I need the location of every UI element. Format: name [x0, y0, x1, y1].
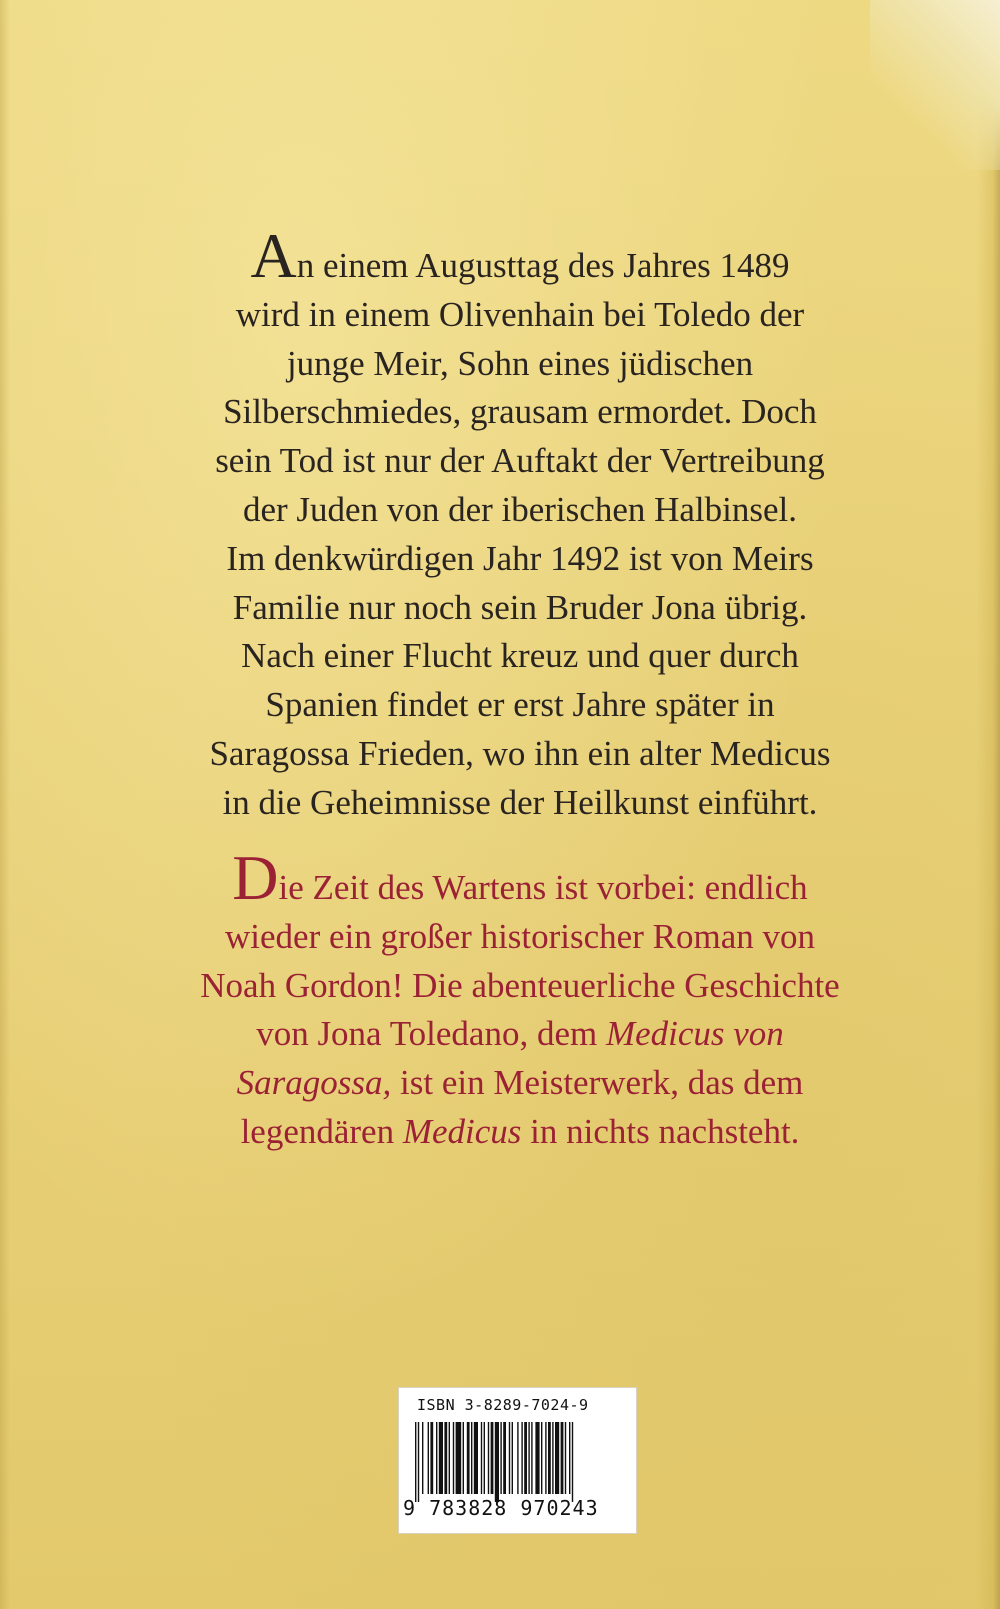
- barcode-bar: [541, 1422, 542, 1494]
- barcode-bar: [471, 1422, 472, 1494]
- blurb-line: der Juden von der iberischen Halbinsel.: [242, 489, 797, 529]
- book-title-italic: Saragossa,: [236, 1063, 392, 1103]
- teaser-line: Noah Gordon! Die abenteuerliche Geschichte: [200, 965, 840, 1005]
- teaser-line: Die Zeit des Wartens ist vorbei: endlich: [232, 842, 808, 913]
- barcode-bar: [565, 1422, 566, 1494]
- barcode-bar: [535, 1422, 539, 1494]
- teaser-line: legendären Medicus in nichts nachsteht.: [240, 1111, 800, 1151]
- barcode-bar: [500, 1422, 501, 1494]
- barcode-bar: [545, 1422, 546, 1494]
- blurb-line: Spanien findet er erst Jahre später in: [265, 685, 775, 725]
- barcode-bar: [524, 1422, 527, 1494]
- blurb-line: Im denkwürdigen Jahr 1492 ist von Meirs: [226, 538, 814, 578]
- isbn-number: ISBN 3-8289-7024-9: [417, 1396, 589, 1414]
- barcode-bar: [430, 1422, 433, 1494]
- blurb-line: in die Geheimnisse der Heilkunst einführt.: [222, 782, 818, 822]
- barcode-bar: [491, 1422, 494, 1494]
- barcode-bar: [531, 1422, 532, 1494]
- barcode-bar: [521, 1422, 522, 1494]
- barcode-bar: [444, 1422, 447, 1494]
- blurb-line: Silberschmiedes, grausam ermordet. Doch: [223, 392, 817, 432]
- blurb-line: junge Meir, Sohn eines jüdischen: [286, 343, 754, 383]
- barcode-bar: [449, 1422, 450, 1494]
- barcode-bar: [415, 1422, 416, 1502]
- barcode-bar: [552, 1422, 553, 1494]
- teaser-paragraph: [140, 842, 900, 1157]
- barcode-bar: [428, 1422, 429, 1494]
- barcode-bar: [528, 1422, 529, 1494]
- ean-number: 9 783828 970243: [403, 1496, 599, 1520]
- barcode-bar: [436, 1422, 437, 1494]
- worn-corner: [870, 0, 1000, 170]
- blurb-line: Saragossa Frieden, wo ihn ein alter Medicus: [209, 733, 831, 773]
- teaser-line: wieder ein großer historischer Roman von: [225, 916, 815, 956]
- blurb-line: An einem Augusttag des Jahres 1489: [250, 220, 790, 291]
- barcode-bar: [453, 1422, 454, 1494]
- barcode-bar: [503, 1422, 506, 1494]
- barcode-bar: [456, 1422, 462, 1494]
- book-title-italic: Medicus: [402, 1111, 522, 1151]
- barcode-bar: [422, 1422, 423, 1494]
- blurb-dropcap: A: [250, 220, 297, 291]
- barcode-bar: [439, 1422, 443, 1494]
- cover-left-edge: [0, 0, 10, 1609]
- blurb-line: wird in einem Olivenhain bei Toledo der: [235, 294, 805, 334]
- book-title-italic: Medicus von: [605, 1014, 784, 1054]
- barcode-bar: [555, 1422, 559, 1494]
- barcode-bar: [474, 1422, 478, 1494]
- barcode-bar: [572, 1422, 573, 1502]
- barcode-bar: [517, 1422, 518, 1494]
- barcode-bar: [495, 1422, 499, 1502]
- barcode-bar: [561, 1422, 564, 1494]
- blurb-line: Familie nur noch sein Bruder Jona übrig.: [232, 587, 808, 627]
- barcode-bar: [484, 1422, 485, 1494]
- blurb-line: sein Tod ist nur der Auftakt der Vertreibung: [215, 441, 825, 481]
- barcode-bar: [463, 1422, 464, 1494]
- barcode-bar: [467, 1422, 470, 1494]
- isbn-barcode-label: [398, 1387, 637, 1534]
- blurb-line: Nach einer Flucht kreuz und quer durch: [241, 636, 799, 676]
- teaser-line: von Jona Toledano, dem Medicus von: [256, 1014, 784, 1054]
- blurb-paragraph: [140, 220, 900, 828]
- barcode-bar: [418, 1422, 419, 1502]
- barcode-bar: [509, 1422, 510, 1494]
- barcode-icon: [409, 1422, 627, 1502]
- barcode-bar: [569, 1422, 570, 1494]
- barcode-bar: [512, 1422, 513, 1494]
- barcode-bar: [488, 1422, 489, 1494]
- teaser-dropcap: D: [232, 842, 279, 913]
- barcode-bar: [548, 1422, 551, 1494]
- barcode-bar: [481, 1422, 482, 1494]
- teaser-line: Saragossa, ist ein Meisterwerk, das dem: [236, 1063, 804, 1103]
- cover-right-edge: [976, 0, 1000, 1609]
